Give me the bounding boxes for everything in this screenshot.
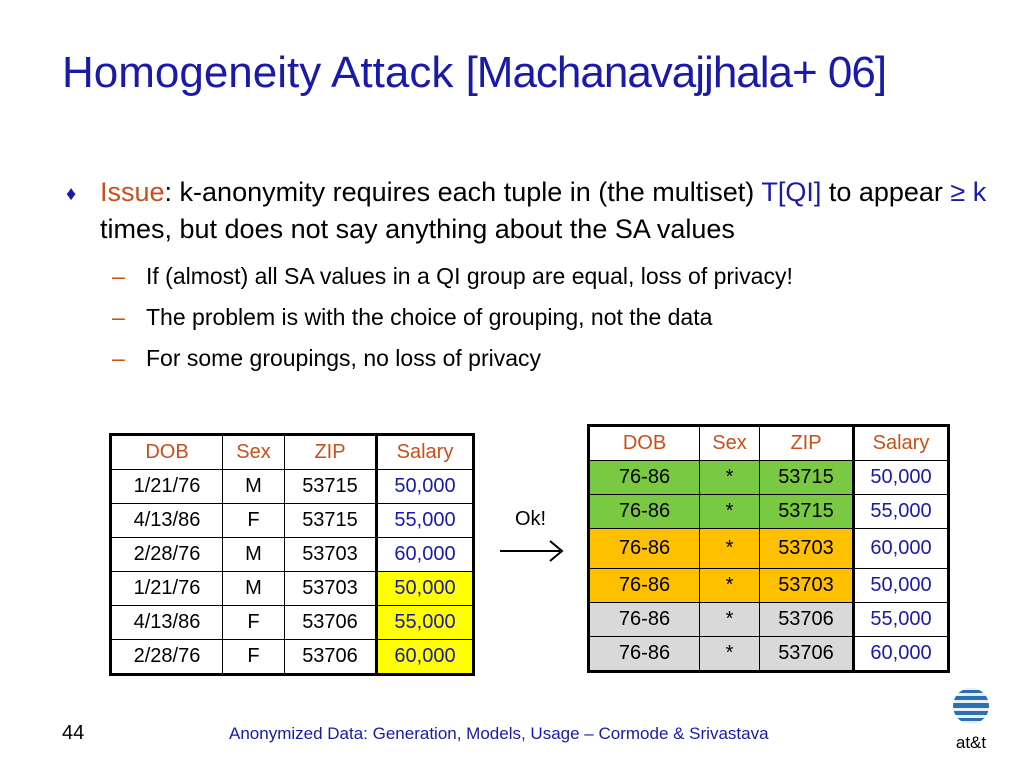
cell-salary: 55,000	[377, 504, 473, 538]
cell-salary: 50,000	[854, 461, 948, 495]
cell-sex: M	[223, 538, 285, 572]
cell-dob: 1/21/76	[112, 470, 223, 504]
table-row	[112, 538, 473, 572]
page-number: 44	[62, 722, 85, 744]
cell-dob: 4/13/86	[112, 504, 223, 538]
cell-salary-highlighted: 60,000	[377, 640, 473, 674]
dash-bullet-icon: –	[112, 345, 125, 371]
cell-salary: 50,000	[377, 470, 473, 504]
bullet-list	[66, 174, 1006, 379]
cell-dob: 2/28/76	[112, 640, 223, 674]
slide-title	[62, 48, 886, 98]
diamond-bullet-icon: ♦	[66, 183, 77, 205]
sub-bullet-text: If (almost) all SA values in a QI group are equal, loss of privacy!	[146, 263, 793, 289]
cell-salary-highlighted: 55,000	[377, 606, 473, 640]
cell-zip: 53703	[760, 569, 854, 603]
cell-sex: *	[700, 461, 760, 495]
tqi-term: T[QI]	[761, 177, 822, 207]
geq-k-term: ≥ k	[950, 177, 987, 207]
att-logo-icon	[946, 686, 996, 752]
cell-sex: *	[700, 569, 760, 603]
sub-bullet	[112, 338, 1006, 379]
table-row	[112, 504, 473, 538]
cell-sex: *	[700, 637, 760, 671]
original-data-table	[111, 435, 473, 674]
header-salary: Salary	[854, 427, 948, 461]
cell-salary: 55,000	[854, 495, 948, 529]
table-row	[112, 572, 473, 606]
cell-sex: *	[700, 529, 760, 569]
header-sex: Sex	[700, 427, 760, 461]
cell-salary-highlighted: 50,000	[377, 572, 473, 606]
cell-sex: M	[223, 470, 285, 504]
cell-sex: F	[223, 640, 285, 674]
issue-label: Issue	[100, 177, 165, 207]
cell-dob: 1/21/76	[112, 572, 223, 606]
cell-zip: 53706	[760, 637, 854, 671]
cell-zip: 53706	[285, 640, 377, 674]
sub-bullet	[112, 256, 1006, 297]
cell-dob: 76-86	[590, 529, 700, 569]
bullet-text-1: : k-anonymity requires each tuple in (the multiset)	[164, 177, 762, 207]
sub-bullet	[112, 297, 1006, 338]
cell-zip: 53703	[760, 529, 854, 569]
table-row	[590, 529, 948, 569]
cell-sex: F	[223, 606, 285, 640]
cell-salary: 60,000	[854, 637, 948, 671]
cell-sex: F	[223, 504, 285, 538]
cell-zip: 53706	[760, 603, 854, 637]
cell-zip: 53715	[285, 504, 377, 538]
table-header-row	[112, 436, 473, 470]
cell-dob: 76-86	[590, 461, 700, 495]
dash-bullet-icon: –	[112, 263, 125, 289]
sub-bullet-text: The problem is with the choice of grouping, not the data	[146, 304, 713, 330]
header-dob: DOB	[112, 436, 223, 470]
cell-dob: 76-86	[590, 495, 700, 529]
cell-dob: 76-86	[590, 603, 700, 637]
cell-zip: 53715	[760, 461, 854, 495]
header-salary: Salary	[377, 436, 473, 470]
att-logo-text: at&t	[955, 733, 987, 752]
dash-bullet-icon: –	[112, 304, 125, 330]
cell-zip: 53703	[285, 538, 377, 572]
title-citation: [Machanavajjhala+ 06]	[465, 48, 887, 97]
table-row	[590, 569, 948, 603]
cell-dob: 76-86	[590, 637, 700, 671]
table-row	[590, 603, 948, 637]
cell-salary: 50,000	[854, 569, 948, 603]
table-row	[590, 637, 948, 671]
table-row	[112, 470, 473, 504]
cell-zip: 53706	[285, 606, 377, 640]
cell-sex: *	[700, 495, 760, 529]
cell-dob: 76-86	[590, 569, 700, 603]
title-main: Homogeneity Attack	[62, 48, 454, 97]
cell-zip: 53703	[285, 572, 377, 606]
table-row	[112, 640, 473, 674]
table-row	[112, 606, 473, 640]
cell-salary: 55,000	[854, 603, 948, 637]
cell-dob: 2/28/76	[112, 538, 223, 572]
header-zip: ZIP	[285, 436, 377, 470]
bullet-text-2: to appear	[821, 177, 951, 207]
ok-label: Ok!	[515, 508, 547, 530]
table-row	[590, 495, 948, 529]
cell-sex: M	[223, 572, 285, 606]
cell-sex: *	[700, 603, 760, 637]
table-header-row	[590, 427, 948, 461]
footer-caption: Anonymized Data: Generation, Models, Usage – Cormode & Srivastava	[229, 724, 769, 743]
cell-dob: 4/13/86	[112, 606, 223, 640]
cell-zip: 53715	[285, 470, 377, 504]
header-zip: ZIP	[760, 427, 854, 461]
main-bullet	[66, 174, 1006, 248]
bullet-text-3: times, but does not say anything about the SA values	[100, 214, 735, 244]
sub-bullet-text: For some groupings, no loss of privacy	[146, 345, 542, 371]
sub-bullet-list	[66, 256, 1006, 379]
generalized-data-table	[589, 426, 948, 671]
cell-salary: 60,000	[377, 538, 473, 572]
header-dob: DOB	[590, 427, 700, 461]
cell-salary: 60,000	[854, 529, 948, 569]
cell-zip: 53715	[760, 495, 854, 529]
header-sex: Sex	[223, 436, 285, 470]
right-arrow-icon	[498, 536, 566, 566]
table-row	[590, 461, 948, 495]
